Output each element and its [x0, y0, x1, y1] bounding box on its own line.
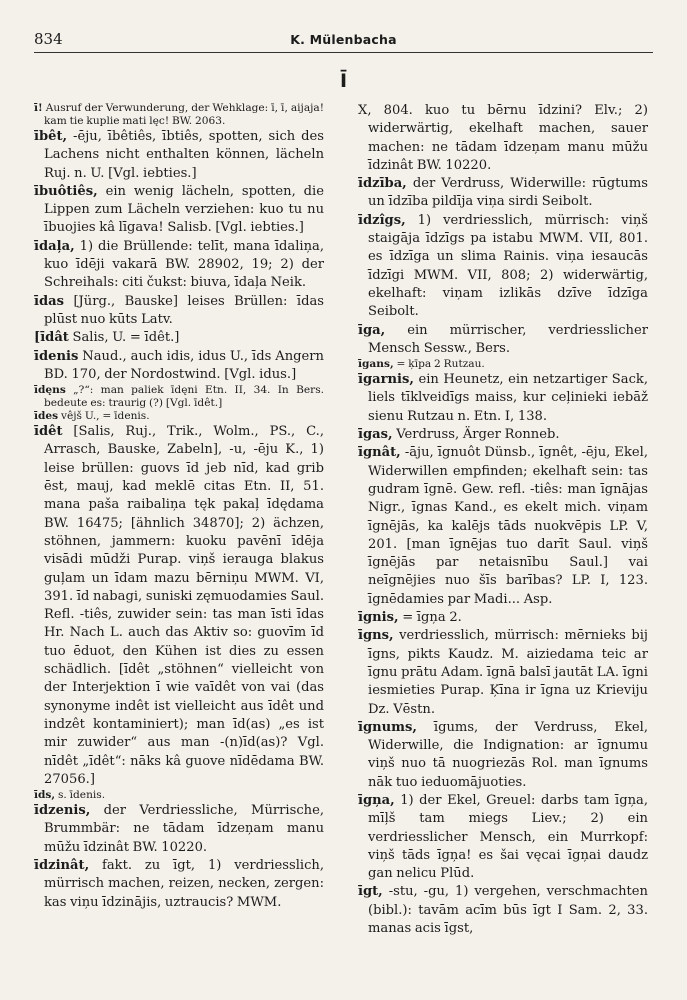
section-letter: Ī	[339, 70, 348, 92]
entry-definition: īgums, der Verdruss, Ekel, Widerwille, die Indignation: ar īgnumu viņš nuo tā nuogriezās Rol. man īgnums nāk tuo ieduomājuoties.	[368, 719, 648, 790]
entry-headword: īgnis,	[358, 610, 399, 626]
entry-headword: ībuôtiês,	[34, 183, 98, 199]
dictionary-entry	[358, 792, 648, 883]
entry-headword: īdes	[34, 410, 59, 423]
entry-definition: vêjš U., = īdenis.	[61, 410, 150, 423]
entry-headword: ī!	[34, 102, 43, 114]
dictionary-entry	[358, 627, 648, 718]
entry-definition: [Jürg., Bauske] leises Brüllen: īdas plūst nuo kūts Latv.	[44, 293, 324, 327]
dictionary-entry	[358, 609, 648, 627]
dictionary-entry	[358, 719, 648, 792]
entry-headword: īdêt	[34, 424, 63, 440]
entry-headword: īdzenis,	[34, 803, 91, 819]
entry-definition: verdriesslich, mürrisch: mērnieks bij īgns, pikts Kaudz. M. aiziedama teic ar īgnu prātu Adam. īgnā balsī jautāt LA. īgni iesmieties Purap. Ķīna ir īgna uz Krieviju Dz. Vēstn.	[368, 628, 648, 717]
entry-definition: ein wenig lächeln, spotten, die Lippen zum Lächeln verziehen: kuo tu nu ībuojies kâ līgava! Salisb. [Vgl. iebties.]	[44, 183, 324, 236]
header-rule	[34, 52, 653, 53]
dictionary-entry	[34, 183, 324, 238]
dictionary-entry	[34, 423, 324, 789]
dictionary-entry	[358, 358, 648, 371]
entry-definition: Ausruf der Verwunderung, der Wehklage: ī, ī, aijaja! kam tie kuplie mati lęc! BW. 2063.	[44, 102, 324, 127]
entry-headword: īdas	[34, 293, 64, 309]
entry-definition: -ēju, ībêtiês, ībtiês, spotten, sich des Lachens nicht enthalten können, lächeln Ruj. n. U. [Vgl. iebties.]	[44, 129, 324, 181]
entry-headword: īdęns	[34, 384, 66, 397]
dictionary-entry	[34, 329, 324, 347]
entry-headword: īdzinât,	[34, 857, 90, 873]
entry-headword: īdenis	[34, 348, 79, 364]
entry-definition: = ķīpa 2 Rutzau.	[396, 358, 485, 371]
right-column	[358, 102, 648, 938]
entry-headword: īgarnis,	[358, 372, 414, 388]
dictionary-entry	[358, 444, 648, 609]
entry-headword: īgas,	[358, 427, 393, 443]
entry-headword: ībêt,	[34, 129, 68, 144]
dictionary-entry	[358, 102, 648, 175]
entry-definition: 1) der Ekel, Greuel: darbs tam īgņa, mīļš tam miegs Liev.; 2) ein verdriesslicher Mensch, ein Murrkopf: viņš tāds īgņa! es šai vęcai īgņai daudz gan nelicu Plūd.	[368, 792, 648, 882]
entry-headword: īgt,	[358, 884, 383, 900]
entry-definition: der Verdruss, Widerwille: rūgtums un īdzība pildīja viņa sirdi Seibolt.	[368, 176, 648, 210]
dictionary-entry	[34, 857, 324, 912]
entry-definition: -āju, īgnuôt Dünsb., īgnêt, -ēju, Ekel, Widerwillen empfinden; ekelhaft sein: tas gudram īgnē. Gew. refl. -tiês: man īgnājas Nigr., īgnas Kand., es ekelt mich. viņam īgnējās, ka kalējs tāds nuokvēpis LP. V, 201. [man īgnējas tuo darīt Saul. viņš īgnējās par netaisnību Saul.] vai neīgnējies nuo šīs barības? LP. I, 123. īgnēdamies par Madi... Asp.	[368, 445, 648, 607]
running-head: K. Mülenbacha	[290, 32, 397, 47]
left-column	[34, 102, 324, 912]
dictionary-entry	[358, 175, 648, 212]
entry-headword: īds,	[34, 789, 56, 802]
entry-definition: -stu, -gu, 1) vergehen, verschmachten (bibl.): tavām acīm būs īgt I Sam. 2, 33. manas acis īgst,	[368, 884, 648, 937]
entry-headword: īgņa,	[358, 792, 395, 808]
entry-definition: [Salis, Ruj., Trik., Wolm., PS., C., Arrasch, Bauske, Zabeln], -u, -ēju K., 1) leise brüllen: guovs īd jeb nīd, kad grib ēst, mauj, kad meklē citas Etn. II, 51. mana paša raibaliņa tęk pakaļ īdędama BW. 16475; [ähnlich 34870]; 2) ächzen, stöhnen, jammern: kuoku pavēnī īdēja visādi mūdži Purap. viņš ierauga blakus guļam un īdam mazu bērniņu MWM. VI, 391. īd nabagi, suniski zęmuodamies Saul. Refl. -tiês, zuwider sein: tas man īsti īdas Hr. Nach L. auch das Aktiv so: guovīm īd tuo ēduot, den Kühen ist dies zu essen schädlich. [īdêt „stöhnen“ vielleicht von der Interjektion ī wie vaīdêt von vai (das synonyme indêt ist vielleicht aus īdêt und indzêt kontaminiert); man īd(as) „es ist mir zuwider“ aus man -(n)īd(as)? Vgl. nīdêt „īdêt“: nāks kâ guove nīdēdama BW. 27056.]	[44, 424, 325, 787]
entry-definition: X, 804. kuo tu bērnu īdzini? Elv.; 2) widerwärtig, ekelhaft machen, sauer machen: ne tādam īdzeņam manu mūžu īdzinât BW. 10220.	[358, 103, 648, 173]
entry-definition: 1) verdriesslich, mürrisch: viņš staigāja īdzīgs pa istabu MWM. VII, 801. es īdzīga un slima Rainis. viņa iesaucās īdzīgi MWM. VII, 808; 2) widerwärtig, ekelhaft: viņam izlikās dzīve īdzīga Seibolt.	[368, 212, 649, 320]
entry-definition: s. īdenis.	[57, 789, 106, 802]
entry-headword: īga,	[358, 322, 386, 338]
page-number: 834	[34, 30, 63, 48]
entry-definition: „?“: man paliek īdęni Etn. II, 34. In Bers. bedeute es: traurig (?) [Vgl. īdêt.]	[44, 384, 324, 410]
dictionary-entry	[358, 371, 648, 426]
entry-headword: īgnums,	[358, 719, 417, 735]
entry-headword: [īdât	[34, 330, 69, 346]
entry-definition: der Verdriessliche, Mürrische, Brummbär: ne tādam īdzeņam manu mūžu īdzinât BW. 10220.	[44, 803, 324, 855]
entry-definition: 1) die Brüllende: telīt, mana īdaliņa, kuo īdēji vakarā BW. 28902, 19; 2) der Schreihals: citi čukst: biuva, īdaļa Neik.	[44, 238, 324, 291]
dictionary-entry	[34, 802, 324, 857]
entry-definition: ein Heunetz, ein netzartiger Sack, liels tīklveidīgs maiss, kur ceļinieki iebāž sienu Rutzau n. Etn. I, 138.	[368, 372, 648, 424]
entry-definition: ein mürrischer, verdriesslicher Mensch Sessw., Bers.	[368, 322, 648, 356]
entry-definition: Verdruss, Ärger Ronneb.	[396, 427, 560, 443]
dictionary-entry	[34, 293, 324, 330]
dictionary-entry	[34, 384, 324, 410]
dictionary-entry	[34, 348, 324, 385]
entry-definition: Naud., auch idis, idus U., īds Angern BD. 170, der Nordostwind. [Vgl. idus.]	[44, 348, 324, 382]
entry-headword: īgans,	[358, 358, 394, 371]
entry-definition: = īgņa 2.	[402, 610, 462, 626]
dictionary-entry	[34, 789, 324, 802]
entry-definition: fakt. zu īgt, 1) verdriesslich, mürrisch machen, reizen, necken, zergen: kas viņu īdzinājis, uztraucis? MWM.	[44, 857, 324, 910]
dictionary-entry	[34, 410, 324, 423]
dictionary-entry	[34, 102, 324, 128]
dictionary-entry	[358, 883, 648, 938]
dictionary-entry	[358, 212, 648, 322]
dictionary-entry	[34, 128, 324, 183]
entry-headword: īdaļa,	[34, 238, 75, 254]
entry-headword: īgnât,	[358, 445, 401, 461]
entry-definition: Salis, U. = īdêt.]	[72, 330, 180, 346]
entry-headword: īgns,	[358, 628, 394, 644]
dictionary-entry	[358, 426, 648, 444]
dictionary-entry	[358, 322, 648, 359]
entry-headword: īdzība,	[358, 176, 407, 192]
entry-headword: īdzîgs,	[358, 212, 406, 228]
dictionary-entry	[34, 238, 324, 293]
